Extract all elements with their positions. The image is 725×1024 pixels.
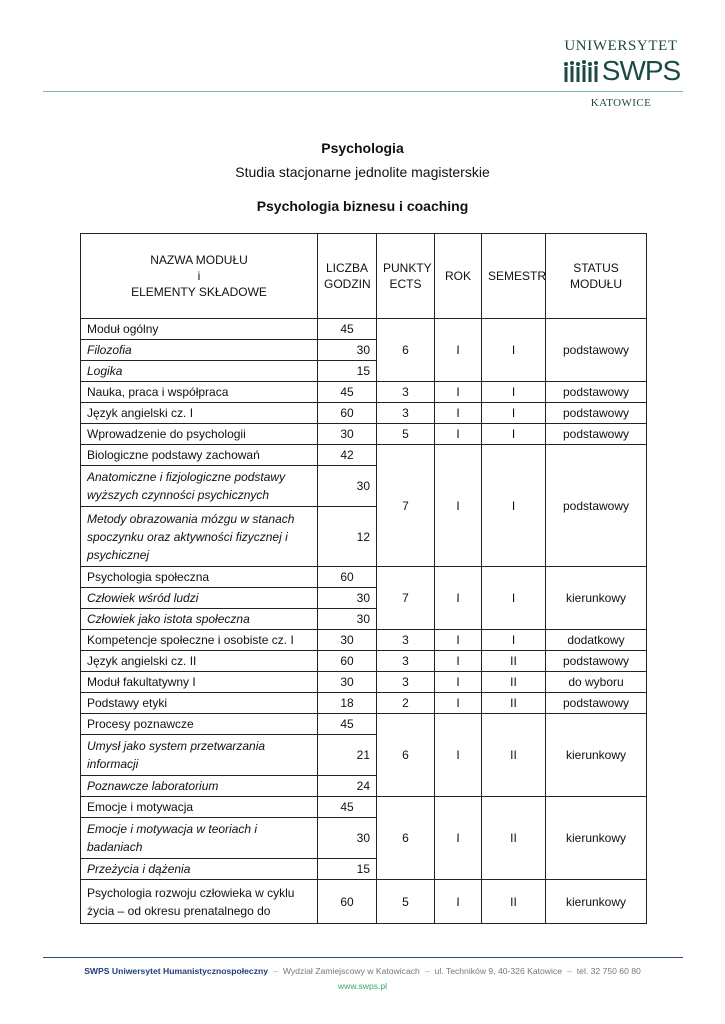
year-cell: I xyxy=(435,672,482,693)
hours-cell: 42 xyxy=(318,445,377,466)
year-cell: I xyxy=(435,797,482,880)
semester-cell: II xyxy=(482,693,546,714)
semester-cell: I xyxy=(482,403,546,424)
ects-cell: 3 xyxy=(377,672,435,693)
component-hours-cell: 30 xyxy=(318,818,377,859)
module-name-cell: Emocje i motywacja xyxy=(81,797,318,818)
module-name-cell: Język angielski cz. I xyxy=(81,403,318,424)
hours-cell: 45 xyxy=(318,714,377,735)
semester-cell: I xyxy=(482,630,546,651)
header-ects: PUNKTY ECTS xyxy=(377,234,435,319)
hours-cell: 60 xyxy=(318,403,377,424)
swps-logo xyxy=(561,38,681,109)
module-name-cell: Moduł fakultatywny I xyxy=(81,672,318,693)
table-row xyxy=(81,797,647,818)
component-name-cell: Emocje i motywacja w teoriach i badaniach xyxy=(81,818,318,859)
footer-url-link[interactable]: www.swps.pl xyxy=(337,981,388,991)
module-name-cell: Psychologia społeczna xyxy=(81,567,318,588)
table-row xyxy=(81,672,647,693)
hours-cell: 60 xyxy=(318,567,377,588)
status-cell: podstawowy xyxy=(546,424,647,445)
hours-cell: 30 xyxy=(318,672,377,693)
logo-city-text: KATOWICE xyxy=(590,97,652,109)
year-cell: I xyxy=(435,880,482,924)
ects-cell: 3 xyxy=(377,651,435,672)
module-name-cell: Nauka, praca i współpraca xyxy=(81,382,318,403)
table-row xyxy=(81,319,647,340)
ects-cell: 6 xyxy=(377,714,435,797)
semester-cell: I xyxy=(482,567,546,630)
status-cell: dodatkowy xyxy=(546,630,647,651)
year-cell: I xyxy=(435,693,482,714)
table-row xyxy=(81,630,647,651)
header-year: ROK xyxy=(435,234,482,319)
ects-cell: 7 xyxy=(377,445,435,567)
table-header-row xyxy=(81,234,647,319)
module-name-cell: Kompetencje społeczne i osobiste cz. I xyxy=(81,630,318,651)
year-cell: I xyxy=(435,630,482,651)
component-name-cell: Poznawcze laboratorium xyxy=(81,776,318,797)
modules-table xyxy=(80,233,647,924)
year-cell: I xyxy=(435,403,482,424)
header-semester: SEMESTR xyxy=(482,234,546,319)
status-cell: podstawowy xyxy=(546,445,647,567)
semester-cell: I xyxy=(482,382,546,403)
year-cell: I xyxy=(435,319,482,382)
status-cell: podstawowy xyxy=(546,319,647,382)
table-row xyxy=(81,424,647,445)
component-hours-cell: 15 xyxy=(318,859,377,880)
semester-cell: II xyxy=(482,714,546,797)
people-figures-icon xyxy=(562,58,602,84)
ects-cell: 3 xyxy=(377,382,435,403)
table-row xyxy=(81,382,647,403)
semester-cell: II xyxy=(482,797,546,880)
component-name-cell: Logika xyxy=(81,361,318,382)
component-name-cell: Człowiek wśród ludzi xyxy=(81,588,318,609)
table-row xyxy=(81,651,647,672)
program-title: Psychologia xyxy=(321,140,404,156)
footer-address: ul. Techników 9, 40-326 Katowice xyxy=(434,966,562,976)
ects-cell: 3 xyxy=(377,403,435,424)
module-name-cell: Psychologia rozwoju człowieka w cyklu życia – od okresu prenatalnego do xyxy=(81,880,318,924)
table-row xyxy=(81,445,647,466)
year-cell: I xyxy=(435,714,482,797)
status-cell: kierunkowy xyxy=(546,714,647,797)
component-name-cell: Przeżycia i dążenia xyxy=(81,859,318,880)
year-cell: I xyxy=(435,382,482,403)
component-name-cell: Filozofia xyxy=(81,340,318,361)
header-hours: LICZBA GODZIN xyxy=(318,234,377,319)
component-hours-cell: 30 xyxy=(318,340,377,361)
hours-cell: 45 xyxy=(318,319,377,340)
status-cell: podstawowy xyxy=(546,693,647,714)
ects-cell: 2 xyxy=(377,693,435,714)
component-name-cell: Człowiek jako istota społeczna xyxy=(81,609,318,630)
ects-cell: 7 xyxy=(377,567,435,630)
hours-cell: 45 xyxy=(318,382,377,403)
hours-cell: 30 xyxy=(318,424,377,445)
year-cell: I xyxy=(435,445,482,567)
ects-cell: 3 xyxy=(377,630,435,651)
component-hours-cell: 30 xyxy=(318,609,377,630)
semester-cell: II xyxy=(482,672,546,693)
footer-dept: Wydział Zamiejscowy w Katowicach xyxy=(282,966,420,976)
table-row xyxy=(81,403,647,424)
hours-cell: 60 xyxy=(318,880,377,924)
status-cell: podstawowy xyxy=(546,651,647,672)
table-row xyxy=(81,714,647,735)
ects-cell: 6 xyxy=(377,797,435,880)
logo-swps-text: SWPS xyxy=(601,55,681,86)
program-subtitle: Studia stacjonarne jednolite magisterskie xyxy=(235,164,490,180)
semester-cell: I xyxy=(482,445,546,567)
semester-cell: II xyxy=(482,651,546,672)
year-cell: I xyxy=(435,567,482,630)
status-cell: kierunkowy xyxy=(546,797,647,880)
footer-info: SWPS Uniwersytet Humanistycznospołeczny – Wydział Zamiejscowy w Katowicach – ul. Techników 9, 40-326 Katowice – tel. 32 750 60 80 xyxy=(84,966,641,976)
ects-cell: 6 xyxy=(377,319,435,382)
hours-cell: 60 xyxy=(318,651,377,672)
component-name-cell: Umysł jako system przetwarzania informacji xyxy=(81,735,318,776)
year-cell: I xyxy=(435,424,482,445)
status-cell: kierunkowy xyxy=(546,567,647,630)
component-hours-cell: 21 xyxy=(318,735,377,776)
module-name-cell: Procesy poznawcze xyxy=(81,714,318,735)
year-cell: I xyxy=(435,651,482,672)
semester-cell: I xyxy=(482,424,546,445)
status-cell: do wyboru xyxy=(546,672,647,693)
component-name-cell: Anatomiczne i fizjologiczne podstawy wyższych czynności psychicznych xyxy=(81,466,318,507)
module-name-cell: Wprowadzenie do psychologii xyxy=(81,424,318,445)
module-name-cell: Moduł ogólny xyxy=(81,319,318,340)
footer-org: SWPS Uniwersytet Humanistycznospołeczny xyxy=(84,966,269,976)
hours-cell: 18 xyxy=(318,693,377,714)
header-divider xyxy=(43,91,683,92)
status-cell: podstawowy xyxy=(546,382,647,403)
table-row xyxy=(81,693,647,714)
table-row xyxy=(81,567,647,588)
table-row xyxy=(81,880,647,924)
component-hours-cell: 24 xyxy=(318,776,377,797)
footer-phone: tel. 32 750 60 80 xyxy=(576,966,641,976)
module-name-cell: Biologiczne podstawy zachowań xyxy=(81,445,318,466)
component-hours-cell: 15 xyxy=(318,361,377,382)
header-status: STATUS MODUŁU xyxy=(546,234,647,319)
hours-cell: 45 xyxy=(318,797,377,818)
component-hours-cell: 30 xyxy=(318,466,377,507)
logo-university-text: UNIWERSYTET xyxy=(564,38,678,54)
status-cell: kierunkowy xyxy=(546,880,647,924)
footer-divider xyxy=(43,957,683,958)
ects-cell: 5 xyxy=(377,880,435,924)
specialization-title: Psychologia biznesu i coaching xyxy=(256,198,469,214)
module-name-cell: Język angielski cz. II xyxy=(81,651,318,672)
hours-cell: 30 xyxy=(318,630,377,651)
semester-cell: II xyxy=(482,880,546,924)
semester-cell: I xyxy=(482,319,546,382)
status-cell: podstawowy xyxy=(546,403,647,424)
component-hours-cell: 12 xyxy=(318,507,377,567)
component-hours-cell: 30 xyxy=(318,588,377,609)
document-titles xyxy=(0,139,725,215)
component-name-cell: Metody obrazowania mózgu w stanach spoczynku oraz aktywności fizycznej i psychicznej xyxy=(81,507,318,567)
module-name-cell: Podstawy etyki xyxy=(81,693,318,714)
ects-cell: 5 xyxy=(377,424,435,445)
header-module-name: NAZWA MODUŁU i ELEMENTY SKŁADOWE xyxy=(81,234,318,319)
